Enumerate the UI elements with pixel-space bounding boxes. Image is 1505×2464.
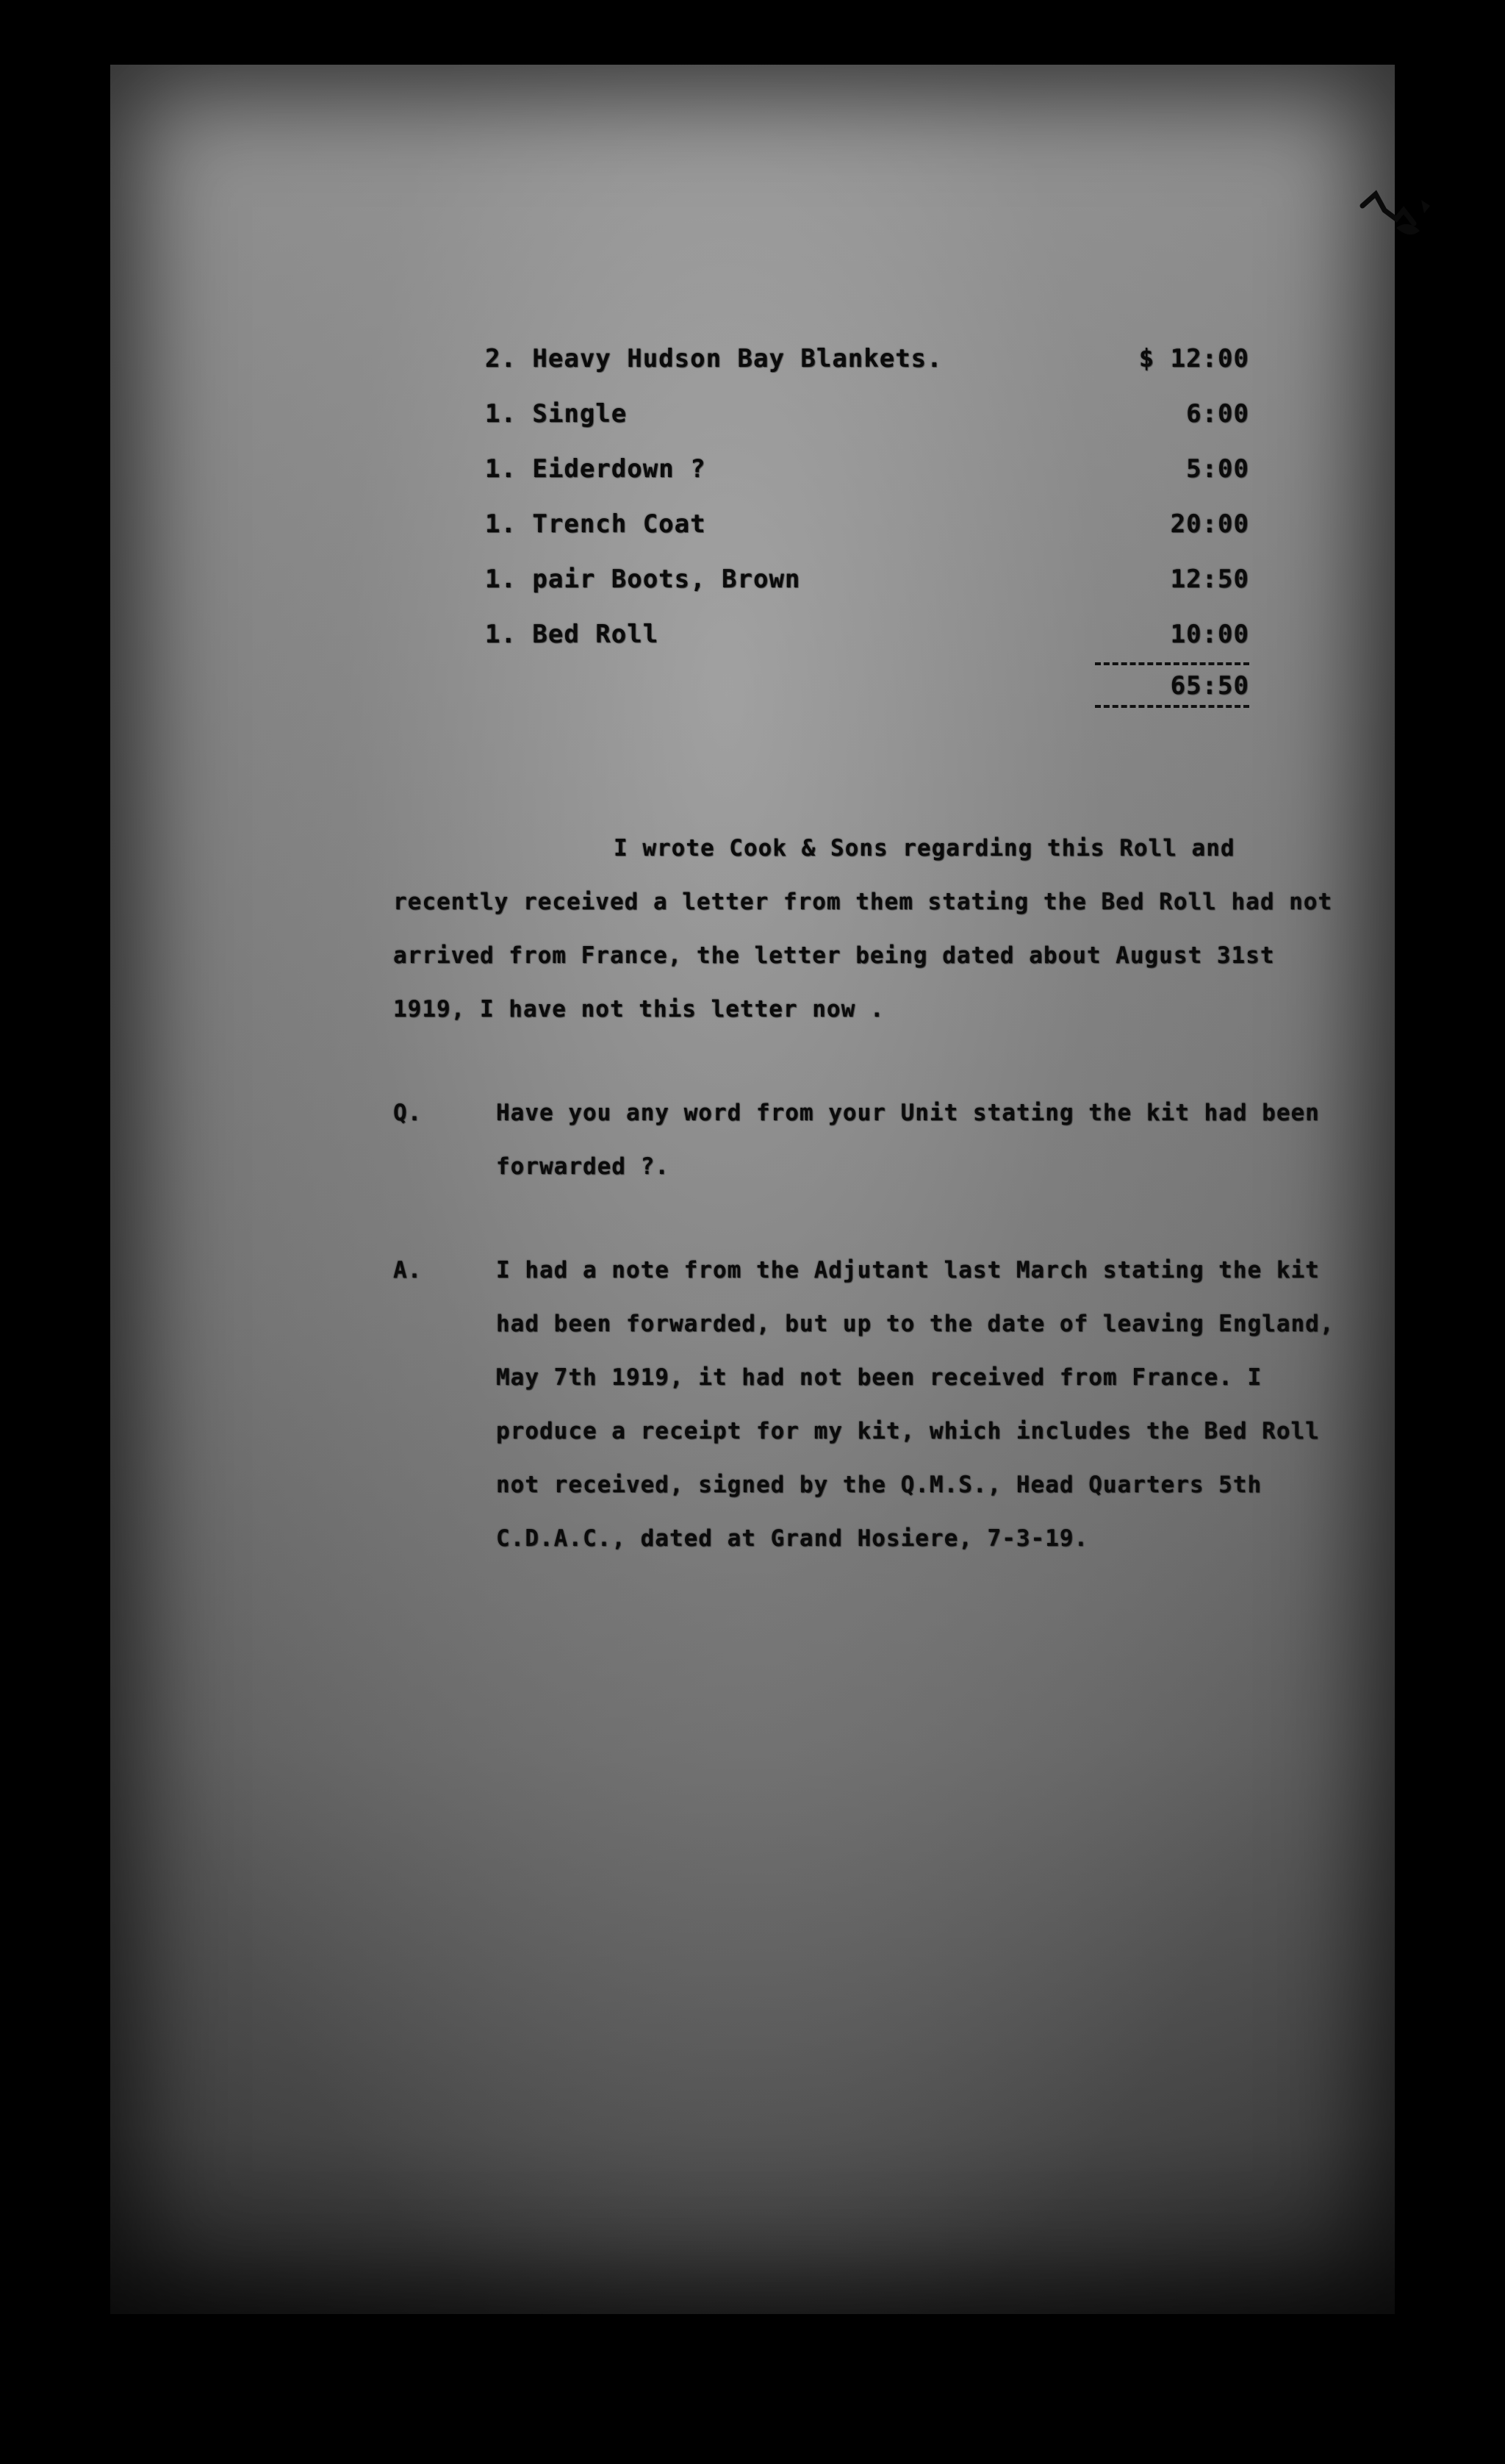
item-row xyxy=(485,454,1249,509)
item-description: 1. pair Boots, Brown xyxy=(485,565,801,594)
statement-text: I wrote Cook & Sons regarding this Roll and recently received a letter from them stating the Bed Roll had not arrived from France, the letter being dated about August 31st 1919, I have not this letter now . xyxy=(393,835,1333,1023)
item-list xyxy=(485,344,1249,706)
question-text: Have you any word from your Unit stating the kit had been forwarded ?. xyxy=(496,1100,1320,1180)
item-description: 1. Eiderdown ? xyxy=(485,454,706,484)
item-amount: 6:00 xyxy=(1186,399,1249,429)
document-page xyxy=(110,65,1395,2314)
item-amount: 10:00 xyxy=(1170,620,1249,649)
total-rule-top xyxy=(1095,662,1249,665)
answer-label: A. xyxy=(393,1257,423,1283)
item-row xyxy=(485,509,1249,565)
item-amount: 12:50 xyxy=(1170,565,1249,594)
total-rule-bottom xyxy=(1095,705,1249,708)
item-row xyxy=(485,620,1249,662)
item-row xyxy=(485,344,1249,399)
item-description: 1. Bed Roll xyxy=(485,620,659,649)
statement-paragraph xyxy=(393,822,1356,1036)
question-block xyxy=(393,1086,1356,1194)
item-description: 1. Single xyxy=(485,399,628,429)
total-row xyxy=(485,662,1249,706)
item-amount: $ 12:00 xyxy=(1138,344,1249,373)
question-label: Q. xyxy=(393,1100,423,1126)
total-amount: 65:50 xyxy=(1170,671,1249,701)
item-amount: 20:00 xyxy=(1170,509,1249,539)
item-description: 1. Trench Coat xyxy=(485,509,706,539)
item-row xyxy=(485,399,1249,454)
item-description: 2. Heavy Hudson Bay Blankets. xyxy=(485,344,943,373)
letter-body xyxy=(393,822,1356,1566)
handwritten-mark-icon xyxy=(1359,190,1433,241)
item-row xyxy=(485,565,1249,620)
item-amount: 5:00 xyxy=(1186,454,1249,484)
answer-block xyxy=(393,1244,1356,1566)
answer-text: I had a note from the Adjutant last March stating the kit had been forwarded, but up to the date of leaving England, May 7th 1919, it had not been received from France. I produce a receipt for my kit, which includes the Bed Roll not received, signed by the Q.M.S., Head Quarters 5th C.D.A.C., dated at Grand Hosiere, 7-3-19. xyxy=(496,1257,1335,1552)
